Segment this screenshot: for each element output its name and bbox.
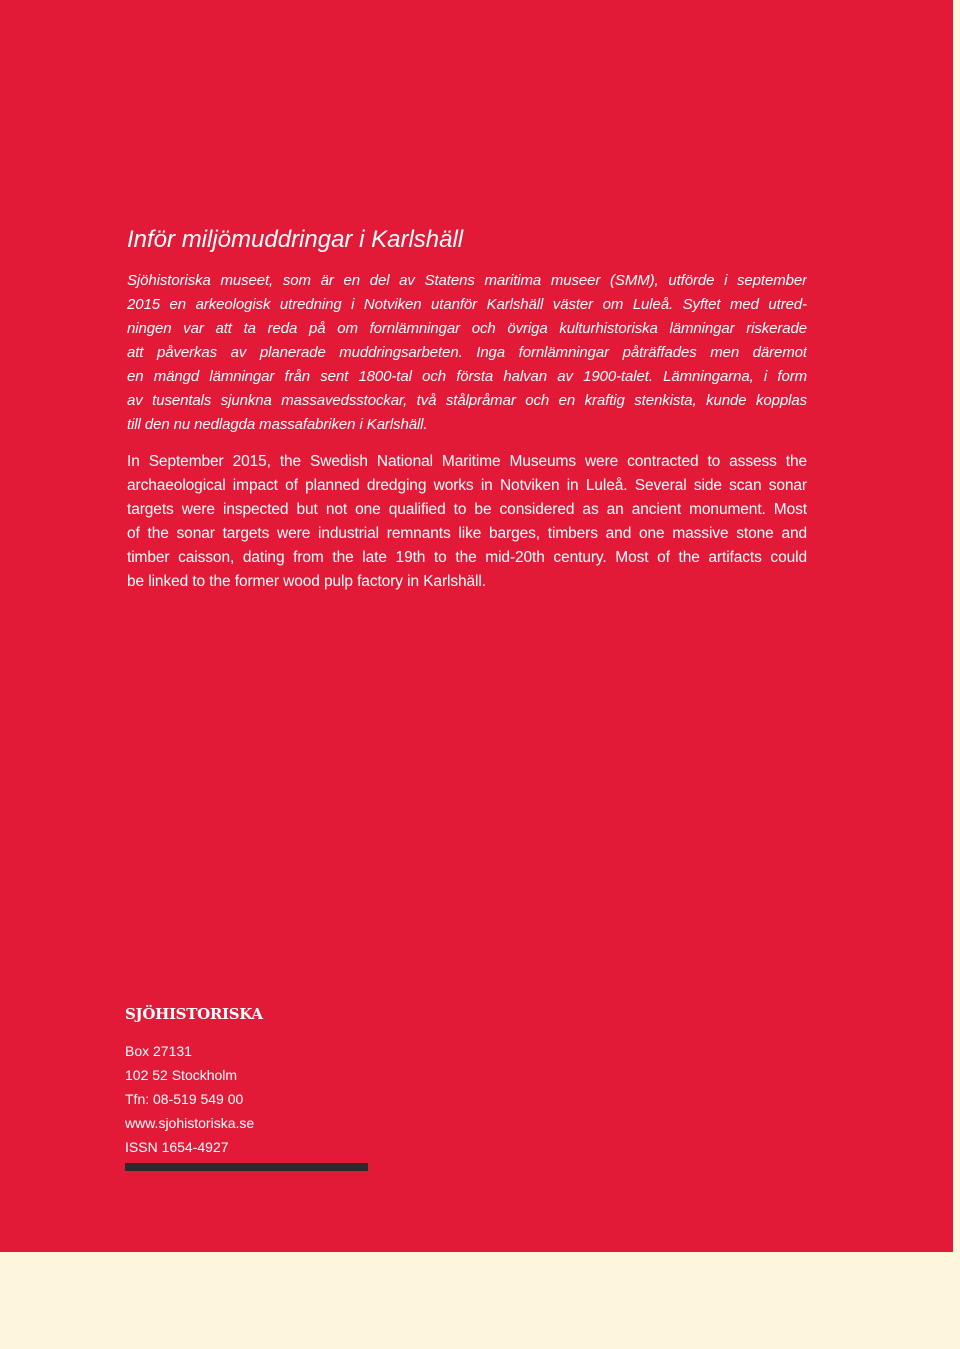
- english-summary-line: timber caisson, dating from the late 19th to the mid-20th century. Most of the artifacts could: [127, 549, 807, 566]
- address-box: Box 27131: [125, 1043, 192, 1059]
- swedish-summary-line: 2015 en arkeologisk utredning i Notviken utanför Karlshäll väster om Luleå. Syftet med utred-: [127, 296, 807, 313]
- swedish-summary-line: att påverkas av planerade muddringsarbeten. Inga fornlämningar påträffades men däremot: [127, 344, 807, 361]
- swedish-summary-line: en mängd lämningar från sent 1800-tal och första halvan av 1900-talet. Lämningarna, i form: [127, 368, 807, 385]
- address-city: 102 52 Stockholm: [125, 1067, 238, 1083]
- swedish-summary-line: ningen var att ta reda på om fornlämningar och övriga kulturhistoriska lämningar riskerade: [127, 320, 807, 337]
- english-summary-line: targets were inspected but not one qualified to be considered as an ancient monument. Most: [127, 501, 807, 518]
- publisher-logo: SJÖHISTORISKA: [125, 1005, 263, 1023]
- english-summary-line: archaeological impact of planned dredging works in Notviken in Luleå. Several side scan sonar: [127, 477, 807, 494]
- footer-bar: [125, 1163, 368, 1171]
- english-summary-line: of the sonar targets were industrial remnants like barges, timbers and one massive stone and: [127, 525, 807, 542]
- phone-number: Tfn: 08-519 549 00: [125, 1091, 244, 1107]
- document-title: Inför miljömuddringar i Karlshäll: [127, 226, 464, 253]
- swedish-summary-line: till den nu nedlagda massafabriken i Karlshäll.: [127, 416, 428, 433]
- swedish-summary-line: av tusentals sjunkna massavedsstockar, två stålpråmar och en kraftig stenkista, kunde kopplas: [127, 392, 807, 409]
- english-summary: [127, 450, 807, 594]
- swedish-summary-line: Sjöhistoriska museet, som är en del av Statens maritima museer (SMM), utförde i september: [127, 272, 807, 289]
- website-link[interactable]: www.sjohistoriska.se: [125, 1115, 255, 1131]
- english-summary-line: be linked to the former wood pulp factory in Karlshäll.: [127, 573, 486, 590]
- english-summary-line: In September 2015, the Swedish National Maritime Museums were contracted to assess the: [127, 453, 807, 470]
- issn-number: ISSN 1654-4927: [125, 1139, 229, 1155]
- swedish-summary: [127, 269, 807, 437]
- publisher-contact: [125, 1039, 254, 1159]
